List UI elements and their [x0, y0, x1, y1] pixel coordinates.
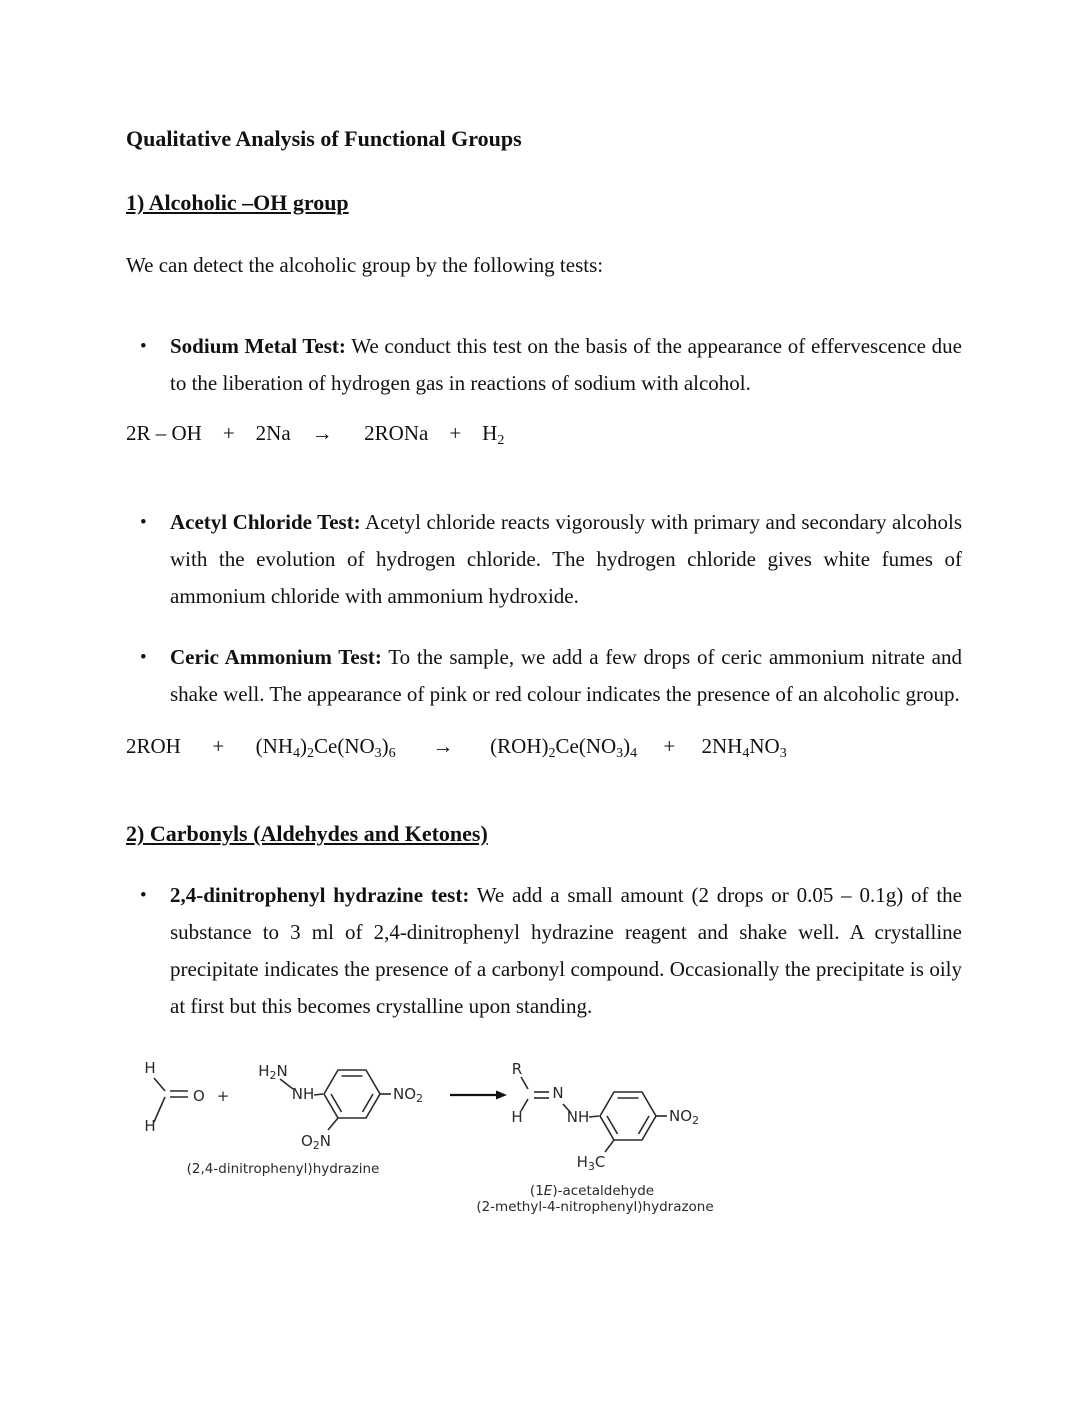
dnph-nh-label: NH [291, 1085, 315, 1103]
bullet-text [170, 877, 962, 1025]
intro-paragraph: We can detect the alcoholic group by the following tests: [126, 253, 604, 277]
dnph-h2n-label: $H_2N$ [258, 1062, 288, 1082]
formaldehyde-h-top-label: H [144, 1059, 156, 1077]
plus-sign: + [216, 1087, 230, 1105]
formaldehyde-structure [154, 1078, 188, 1122]
bullet-ceric-ammonium-test [126, 639, 962, 713]
dnph-benzene-ring [324, 1070, 380, 1118]
dnph-o2n-label: $O_2N$ [300, 1132, 332, 1152]
hydrazone-h3c-label: $H_3C$ [576, 1153, 606, 1173]
bullet-acetyl-chloride-test [126, 504, 962, 615]
hydrazone-nh-label: NH [566, 1108, 590, 1126]
test-name-sodium: Sodium Metal Test: [170, 334, 346, 358]
hydrazone-n-label: N [552, 1084, 564, 1102]
formaldehyde-h-bottom-label: H [144, 1117, 156, 1135]
test-description-dnph: We add a small amount (2 drops or 0.05 – 0.1g) of the substance to 3 ml of 2,4-dinitrophenyl hydrazine reagent and shake well. A crystalline precipitate indicates the presence of a carbonyl compound. Occasionally the precipitate is oily at first but this becomes crystalline upon standing. [170, 883, 962, 1018]
bullet-text [170, 328, 962, 402]
test-name-dnph: 2,4-dinitrophenyl hydrazine test: [170, 883, 470, 907]
dnph-no2-label: $NO_2$ [393, 1085, 424, 1105]
bullet-icon: • [140, 885, 147, 906]
bullet-text [170, 639, 962, 713]
test-name-acetyl: Acetyl Chloride Test: [170, 510, 361, 534]
hydrazone-benzene-ring [600, 1092, 656, 1140]
test-description-ceric: To the sample, we add a few drops of ceric ammonium nitrate and shake well. The appearance of pink or red colour indicates the presence of an alcoholic group. [170, 645, 962, 706]
hydrazone-h-label: H [511, 1108, 523, 1126]
reaction-scheme [130, 1051, 790, 1229]
bullet-icon: • [140, 647, 147, 668]
section-heading-carbonyls: 2) Carbonyls (Aldehydes and Ketones) [126, 821, 488, 846]
dnph-structure-caption: (2,4-dinitrophenyl)hydrazine [186, 1161, 380, 1177]
test-description-acetyl: Acetyl chloride reacts vigorously with primary and secondary alcohols with the evolution of hydrogen chloride. The hydrogen chloride gives white fumes of ammonium chloride with ammonium hydroxide. [170, 510, 962, 608]
hydrazone-caption-line2: (2-methyl-4-nitrophenyl)hydrazone [476, 1199, 714, 1215]
hydrazone-caption-line1: (1E)-acetaldehyde [529, 1183, 655, 1199]
hydrazone-no2-label: $NO_2$ [669, 1107, 700, 1127]
hydrazone-bonds [521, 1077, 667, 1152]
bullet-dnph-test [126, 877, 962, 1025]
bullet-icon: • [140, 336, 147, 357]
test-name-ceric: Ceric Ammonium Test: [170, 645, 382, 669]
reaction-arrow [450, 1091, 507, 1100]
equation-sodium-metal: 2R – OH + 2Na → 2RONa + $H_2$ [126, 421, 505, 448]
bullet-icon: • [140, 512, 147, 533]
formaldehyde-oxygen-label: O [193, 1087, 205, 1105]
bullet-text [170, 504, 962, 615]
test-description-sodium: We conduct this test on the basis of the appearance of effervescence due to the liberation of hydrogen gas in reactions of sodium with alcohol. [170, 334, 962, 395]
section-heading-alcoholic-oh: 1) Alcoholic –OH group [126, 190, 349, 215]
bullet-sodium-metal-test [126, 328, 962, 402]
equation-ceric-ammonium: 2ROH + $(NH_4)_2Ce(NO_3)_6$ → $(ROH)_2Ce(NO_3)_4$ + $2NH_4NO_3$ [126, 734, 787, 761]
document-title: Qualitative Analysis of Functional Groups [126, 126, 522, 151]
hydrazone-r-label: R [511, 1060, 523, 1078]
